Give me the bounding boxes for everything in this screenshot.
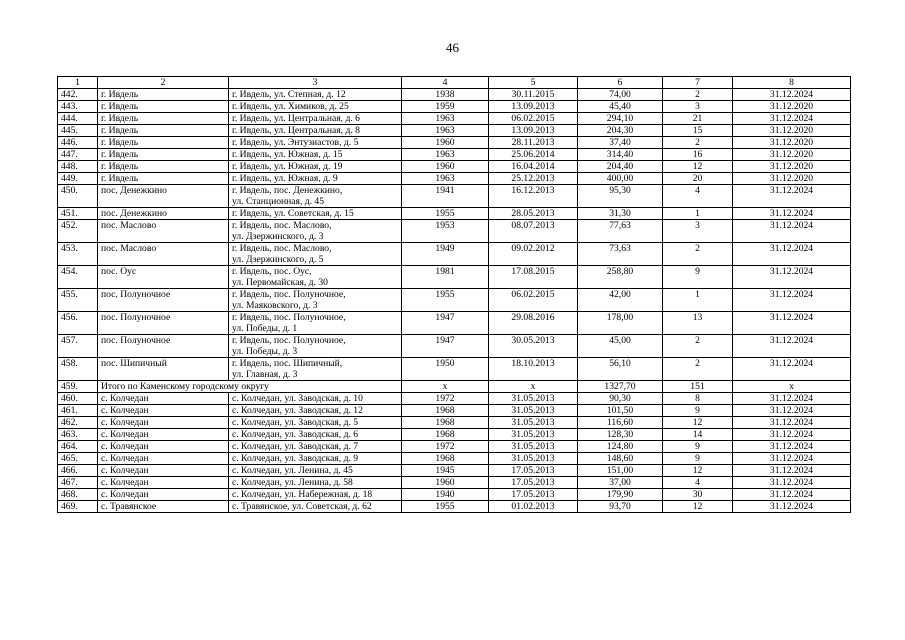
page-number: 46 [446,40,459,55]
locality-cell: с. Колчедан [98,417,229,429]
address-cell [229,477,402,489]
table-row [58,335,851,358]
address-cell [229,149,402,161]
locality-cell: с. Колчедан [98,453,229,465]
term-cell: 31.12.2024 [733,220,851,243]
area-cell: 1327,70 [578,381,663,393]
total-label-cell: Итого по Каменскому городскому округу [98,381,402,393]
address-line: с. Колчедан, ул. Заводская, д. 9 [232,453,359,464]
locality-cell: г. Ивдель [98,89,229,101]
address-cell [229,358,402,381]
area-cell: 77,63 [578,220,663,243]
year-cell: 1960 [402,477,489,489]
row-number-cell: 460. [58,393,98,405]
locality-cell: пос. Маслово [98,243,229,266]
count-cell: 4 [663,185,733,208]
column-number-row [58,77,851,89]
area-cell: 179,90 [578,489,663,501]
table-row [58,185,851,208]
date-cell: 17.05.2013 [489,489,578,501]
row-number-cell: 458. [58,358,98,381]
count-cell: 12 [663,417,733,429]
table-row [58,429,851,441]
term-cell: 31.12.2024 [733,312,851,335]
address-line: г. Ивдель, ул. Энтузиастов, д. 5 [232,137,359,148]
row-number-cell: 463. [58,429,98,441]
address-line: г. Ивдель, ул. Южная, д. 9 [232,173,338,184]
count-cell: 4 [663,477,733,489]
date-cell: 29.08.2016 [489,312,578,335]
year-cell: 1953 [402,220,489,243]
count-cell: 16 [663,149,733,161]
term-cell: 31.12.2024 [733,393,851,405]
address-line: г. Ивдель, ул. Степная, д. 12 [232,89,346,100]
year-cell: 1963 [402,113,489,125]
table-row [58,137,851,149]
year-cell: 1972 [402,393,489,405]
locality-cell: пос. Денежкино [98,185,229,208]
address-line: г. Ивдель, пос. Маслово, [232,220,332,231]
year-cell: 1963 [402,149,489,161]
area-cell: 42,00 [578,289,663,312]
table-row [58,358,851,381]
address-cell [229,289,402,312]
date-cell: 31.05.2013 [489,405,578,417]
count-cell: 1 [663,289,733,312]
area-cell: 151,00 [578,465,663,477]
date-cell: 31.05.2013 [489,393,578,405]
year-cell: 1955 [402,501,489,513]
locality-cell: с. Колчедан [98,405,229,417]
count-cell: 20 [663,173,733,185]
year-cell: 1941 [402,185,489,208]
address-line: ул. Станционная, д. 45 [232,196,325,207]
term-cell: 31.12.2024 [733,89,851,101]
area-cell: 56,10 [578,358,663,381]
address-cell [229,465,402,477]
address-line: ул. Дзержинского, д. 3 [232,231,324,242]
locality-cell: пос. Оус [98,266,229,289]
row-number-cell: 453. [58,243,98,266]
row-number-cell: 455. [58,289,98,312]
table-row [58,243,851,266]
address-line: г. Ивдель, пос. Оус, [232,266,312,277]
year-cell: 1968 [402,453,489,465]
term-cell: 31.12.2024 [733,489,851,501]
table-row [58,312,851,335]
date-cell: 17.08.2015 [489,266,578,289]
area-cell: 116,60 [578,417,663,429]
row-number-cell: 444. [58,113,98,125]
term-cell: 31.12.2024 [733,358,851,381]
area-cell: 314,40 [578,149,663,161]
term-cell: 31.12.2020 [733,173,851,185]
count-cell: 13 [663,312,733,335]
locality-cell: пос. Маслово [98,220,229,243]
count-cell: 2 [663,89,733,101]
locality-cell: г. Ивдель [98,113,229,125]
address-line: с. Колчедан, ул. Ленина, д. 58 [232,477,353,488]
header-cell: 2 [98,77,229,89]
term-cell: 31.12.2024 [733,289,851,312]
address-line: с. Колчедан, ул. Заводская, д. 6 [232,429,359,440]
table-row [58,266,851,289]
row-number-cell: 466. [58,465,98,477]
area-cell: 74,00 [578,89,663,101]
area-cell: 124,80 [578,441,663,453]
year-cell: 1955 [402,289,489,312]
locality-cell: пос. Полуночное [98,335,229,358]
address-line: ул. Маяковского, д. 3 [232,300,318,311]
count-cell: 12 [663,501,733,513]
year-cell: 1938 [402,89,489,101]
term-cell: 31.12.2024 [733,113,851,125]
row-number-cell: 449. [58,173,98,185]
table-row [58,289,851,312]
year-cell: х [402,381,489,393]
table-row [58,441,851,453]
date-cell: 17.05.2013 [489,465,578,477]
term-cell: 31.12.2020 [733,137,851,149]
address-cell [229,429,402,441]
term-cell: 31.12.2020 [733,161,851,173]
date-cell: 06.02.2015 [489,113,578,125]
date-cell: 08.07.2013 [489,220,578,243]
term-cell: 31.12.2024 [733,453,851,465]
address-cell [229,417,402,429]
address-line: г. Ивдель, пос. Шипичный, [232,358,343,369]
row-number-cell: 467. [58,477,98,489]
address-cell [229,101,402,113]
locality-cell: г. Ивдель [98,149,229,161]
header-cell: 7 [663,77,733,89]
table-row [58,208,851,220]
locality-cell: с. Колчедан [98,465,229,477]
address-cell [229,89,402,101]
address-cell [229,161,402,173]
count-cell: 3 [663,101,733,113]
date-cell: 17.05.2013 [489,477,578,489]
term-cell: 31.12.2020 [733,101,851,113]
term-cell: х [733,381,851,393]
term-cell: 31.12.2024 [733,441,851,453]
year-cell: 1955 [402,208,489,220]
address-line: г. Ивдель, пос. Маслово, [232,243,332,254]
table-row [58,125,851,137]
table-row [58,173,851,185]
address-line: г. Ивдель, ул. Центральная, д. 8 [232,125,360,136]
locality-cell: с. Колчедан [98,441,229,453]
address-cell [229,453,402,465]
address-line: г. Ивдель, ул. Советская, д. 15 [232,208,354,219]
address-line: ул. Победы, д. 1 [232,323,298,334]
locality-cell: с. Колчедан [98,393,229,405]
locality-cell: пос. Шипичный [98,358,229,381]
locality-cell: пос. Денежкино [98,208,229,220]
row-number-cell: 447. [58,149,98,161]
area-cell: 95,30 [578,185,663,208]
term-cell: 31.12.2024 [733,417,851,429]
date-cell: 09.02.2012 [489,243,578,266]
count-cell: 12 [663,465,733,477]
term-cell: 31.12.2020 [733,149,851,161]
year-cell: 1981 [402,266,489,289]
date-cell: 31.05.2013 [489,441,578,453]
area-cell: 31,30 [578,208,663,220]
table-row [58,417,851,429]
address-cell [229,335,402,358]
row-number-cell: 462. [58,417,98,429]
address-cell [229,113,402,125]
row-number-cell: 450. [58,185,98,208]
area-cell: 73,63 [578,243,663,266]
header-cell: 4 [402,77,489,89]
date-cell: 30.05.2013 [489,335,578,358]
year-cell: 1960 [402,161,489,173]
address-line: с. Колчедан, ул. Набережная, д. 18 [232,489,373,500]
area-cell: 178,00 [578,312,663,335]
row-number-cell: 465. [58,453,98,465]
address-line: с. Травянское, ул. Советская, д. 62 [232,501,372,512]
term-cell: 31.12.2024 [733,405,851,417]
row-number-cell: 446. [58,137,98,149]
date-cell: 13.09.2013 [489,125,578,137]
locality-cell: пос. Полуночное [98,289,229,312]
term-cell: 31.12.2024 [733,501,851,513]
address-line: г. Ивдель, ул. Центральная, д. 6 [232,113,360,124]
count-cell: 30 [663,489,733,501]
year-cell: 1945 [402,465,489,477]
address-cell [229,125,402,137]
count-cell: 9 [663,453,733,465]
address-cell [229,312,402,335]
row-number-cell: 451. [58,208,98,220]
term-cell: 31.12.2024 [733,465,851,477]
term-cell: 31.12.2024 [733,335,851,358]
row-number-cell: 464. [58,441,98,453]
row-number-cell: 457. [58,335,98,358]
locality-cell: с. Колчедан [98,477,229,489]
area-cell: 148,60 [578,453,663,465]
address-line: с. Колчедан, ул. Заводская, д. 5 [232,417,359,428]
table-row [58,453,851,465]
address-line: ул. Главная, д. 3 [232,369,298,380]
area-cell: 37,40 [578,137,663,149]
address-cell [229,208,402,220]
row-number-cell: 452. [58,220,98,243]
locality-cell: с. Колчедан [98,489,229,501]
date-cell: 16.04.2014 [489,161,578,173]
address-cell [229,393,402,405]
count-cell: 14 [663,429,733,441]
row-number-cell: 468. [58,489,98,501]
count-cell: 9 [663,266,733,289]
header-cell: 3 [229,77,402,89]
year-cell: 1963 [402,173,489,185]
count-cell: 9 [663,441,733,453]
count-cell: 2 [663,358,733,381]
table-row [58,405,851,417]
row-number-cell: 445. [58,125,98,137]
locality-cell: пос. Полуночное [98,312,229,335]
locality-cell: г. Ивдель [98,137,229,149]
year-cell: 1968 [402,429,489,441]
locality-cell: г. Ивдель [98,101,229,113]
year-cell: 1950 [402,358,489,381]
address-line: ул. Первомайская, д. 30 [232,277,328,288]
date-cell: 25.06.2014 [489,149,578,161]
date-cell: 28.05.2013 [489,208,578,220]
area-cell: 128,30 [578,429,663,441]
address-line: с. Колчедан, ул. Заводская, д. 12 [232,405,363,416]
year-cell: 1972 [402,441,489,453]
address-line: г. Ивдель, пос. Полуночное, [232,335,346,346]
header-cell: 5 [489,77,578,89]
table-row [58,489,851,501]
table-row [58,89,851,101]
locality-cell: с. Травянское [98,501,229,513]
count-cell: 9 [663,405,733,417]
address-cell [229,489,402,501]
date-cell: 13.09.2013 [489,101,578,113]
address-line: с. Колчедан, ул. Заводская, д. 7 [232,441,359,452]
area-cell: 294,10 [578,113,663,125]
row-number-cell: 448. [58,161,98,173]
address-line: г. Ивдель, ул. Химиков, д. 25 [232,101,349,112]
count-cell: 2 [663,335,733,358]
table-row [58,113,851,125]
area-cell: 90,30 [578,393,663,405]
row-number-cell: 469. [58,501,98,513]
address-cell [229,243,402,266]
header-cell: 6 [578,77,663,89]
address-cell [229,173,402,185]
count-cell: 3 [663,220,733,243]
table-row [58,220,851,243]
count-cell: 15 [663,125,733,137]
date-cell: 06.02.2015 [489,289,578,312]
address-line: г. Ивдель, пос. Полуночное, [232,289,346,300]
count-cell: 1 [663,208,733,220]
count-cell: 151 [663,381,733,393]
address-cell [229,220,402,243]
address-cell [229,501,402,513]
year-cell: 1940 [402,489,489,501]
address-cell [229,185,402,208]
year-cell: 1963 [402,125,489,137]
date-cell: 18.10.2013 [489,358,578,381]
year-cell: 1968 [402,417,489,429]
row-number-cell: 443. [58,101,98,113]
housing-table [57,76,851,513]
date-cell: 31.05.2013 [489,417,578,429]
date-cell: х [489,381,578,393]
row-number-cell: 454. [58,266,98,289]
count-cell: 2 [663,137,733,149]
term-cell: 31.12.2024 [733,477,851,489]
date-cell: 31.05.2013 [489,429,578,441]
table-row [58,101,851,113]
row-number-cell: 461. [58,405,98,417]
area-cell: 93,70 [578,501,663,513]
area-cell: 45,00 [578,335,663,358]
header-cell: 8 [733,77,851,89]
table-row [58,501,851,513]
row-number-cell: 456. [58,312,98,335]
date-cell: 28.11.2013 [489,137,578,149]
term-cell: 31.12.2024 [733,208,851,220]
year-cell: 1960 [402,137,489,149]
term-cell: 31.12.2020 [733,125,851,137]
date-cell: 31.05.2013 [489,453,578,465]
address-cell [229,441,402,453]
year-cell: 1949 [402,243,489,266]
year-cell: 1947 [402,335,489,358]
locality-cell: г. Ивдель [98,161,229,173]
locality-cell: г. Ивдель [98,125,229,137]
table-row [58,381,851,393]
area-cell: 204,40 [578,161,663,173]
table-row [58,149,851,161]
address-cell [229,405,402,417]
area-cell: 400,00 [578,173,663,185]
address-cell [229,266,402,289]
year-cell: 1959 [402,101,489,113]
header-cell: 1 [58,77,98,89]
address-line: г. Ивдель, пос. Полуночное, [232,312,346,323]
area-cell: 45,40 [578,101,663,113]
area-cell: 101,50 [578,405,663,417]
date-cell: 01.02.2013 [489,501,578,513]
term-cell: 31.12.2024 [733,243,851,266]
locality-cell: с. Колчедан [98,429,229,441]
address-line: ул. Победы, д. 3 [232,346,298,357]
year-cell: 1947 [402,312,489,335]
area-cell: 258,80 [578,266,663,289]
table-row [58,477,851,489]
table-row [58,393,851,405]
term-cell: 31.12.2024 [733,429,851,441]
count-cell: 21 [663,113,733,125]
count-cell: 8 [663,393,733,405]
date-cell: 16.12.2013 [489,185,578,208]
address-line: г. Ивдель, ул. Южная, д. 19 [232,161,343,172]
address-line: г. Ивдель, ул. Южная, д. 15 [232,149,343,160]
address-line: г. Ивдель, пос. Денежкино, [232,185,343,196]
address-line: с. Колчедан, ул. Ленина, д. 45 [232,465,353,476]
row-number-cell: 442. [58,89,98,101]
term-cell: 31.12.2024 [733,266,851,289]
table-row [58,465,851,477]
year-cell: 1968 [402,405,489,417]
table-body [58,89,851,513]
address-line: с. Колчедан, ул. Заводская, д. 10 [232,393,363,404]
address-cell [229,137,402,149]
count-cell: 2 [663,243,733,266]
locality-cell: г. Ивдель [98,173,229,185]
area-cell: 204,30 [578,125,663,137]
count-cell: 12 [663,161,733,173]
table-row [58,161,851,173]
row-number-cell: 459. [58,381,98,393]
date-cell: 25.12.2013 [489,173,578,185]
date-cell: 30.11.2015 [489,89,578,101]
term-cell: 31.12.2024 [733,185,851,208]
area-cell: 37,00 [578,477,663,489]
address-line: ул. Дзержинского, д. 5 [232,254,324,265]
